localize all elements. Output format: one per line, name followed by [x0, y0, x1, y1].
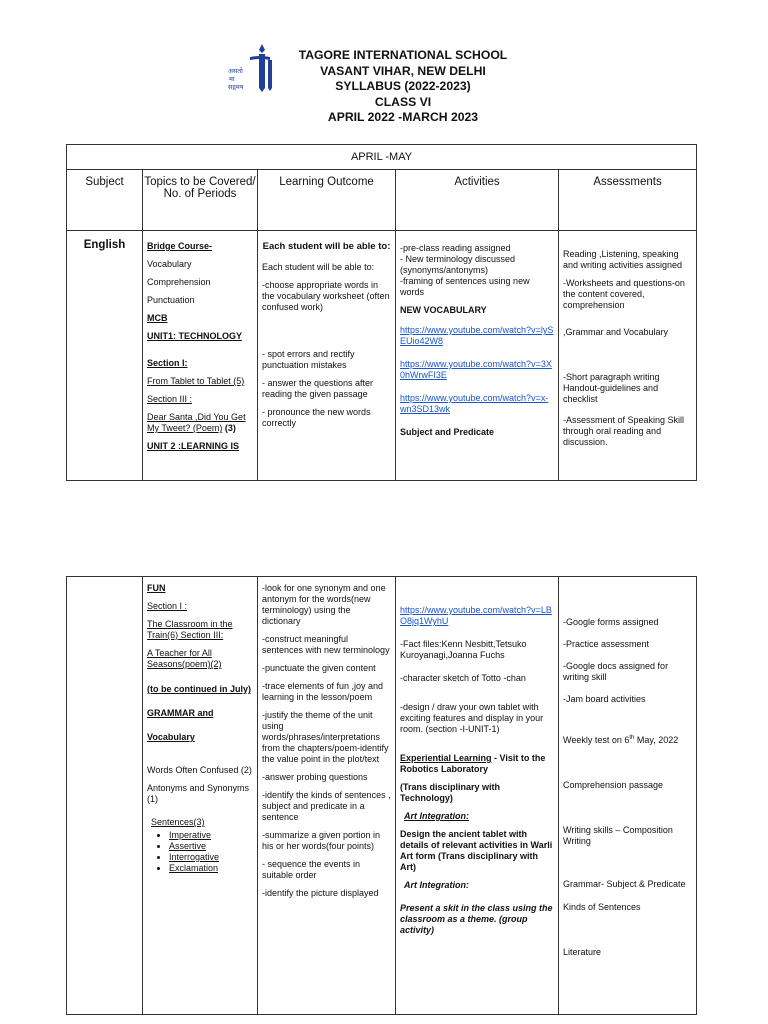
topic-section3: Section III : [147, 394, 193, 404]
assessments-cell [559, 577, 697, 1015]
topic-tablet: From Tablet to Tablet (5) [147, 376, 245, 386]
month-banner: APRIL -MAY [67, 145, 697, 170]
outcome-line: -look for one synonym and one antonym for the words(new terminology) using the dictionary [262, 583, 386, 626]
assessment-line: Comprehension passage [563, 780, 664, 790]
topic-sentences: Sentences(3) [151, 817, 205, 827]
class-name: CLASS VI [374, 94, 432, 109]
outcome-line: -construct meaningful sentences with new terminology [262, 634, 390, 655]
outcome-line: -identify the kinds of sentences , subject and predicate in a sentence [262, 790, 391, 822]
activity-line: -character sketch of Totto -chan [400, 673, 526, 683]
vocabulary-heading: NEW VOCABULARY [400, 305, 487, 315]
experiential-learning [400, 753, 554, 775]
topic-antonyms: Antonyms and Synonyms (1) [147, 783, 250, 804]
weekly-test-text: Weekly test on 6 [563, 735, 630, 745]
activity-line: -framing of sentences using new words [400, 276, 530, 297]
topic-punctuation: Punctuation [147, 295, 195, 305]
trans-disciplinary-note: (Trans disciplinary with Technology) [400, 782, 501, 803]
header-topics: Topics to be Covered/ No. of Periods [143, 170, 258, 231]
art-integration-label: Art Integration: [404, 811, 469, 821]
page-header [0, 44, 768, 134]
outcome-line: -justify the theme of the unit using words/phrases/interpretations from the chapters/poem-identify the value point in the plot/text [262, 710, 389, 764]
assessment-line: ,Grammar and Vocabulary [563, 327, 669, 337]
topic-continued-note: (to be continued in July) [147, 684, 251, 694]
outcome-line: - sequence the events in suitable order [262, 859, 361, 880]
weekly-test [563, 733, 692, 746]
topic-fun: FUN [147, 583, 166, 593]
topic-section3: Section III: [178, 630, 224, 640]
assessment-line: -Jam board activities [563, 694, 646, 704]
topic-continued [147, 677, 253, 749]
list-item: • Assertive [169, 841, 253, 852]
assessments-cell [559, 231, 697, 481]
topics-cell [143, 231, 258, 481]
activity-line: -pre-class reading assigned [400, 243, 511, 253]
activities-cell [396, 577, 559, 1015]
assessment-line: -Google docs assigned for writing skill [563, 661, 669, 682]
topic-vocabulary: Vocabulary [147, 259, 192, 269]
school-logo [226, 44, 282, 94]
academic-period: APRIL 2022 -MARCH 2023 [327, 110, 479, 125]
video-link[interactable]: https://www.youtube.com/watch?v=lySEUio42W8 [400, 325, 554, 346]
topic-unit2: UNIT 2 :LEARNING IS [147, 441, 240, 451]
assessment-line: Grammar- Subject & Predicate [563, 879, 686, 889]
topic-santa-poem [147, 412, 253, 434]
assessment-line: Literature [563, 947, 602, 957]
outcome-line: -answer probing questions [262, 772, 368, 782]
learning-outcome-cell [258, 577, 396, 1015]
topic-mcb: MCB [147, 313, 168, 323]
topic-comprehension: Comprehension [147, 277, 211, 287]
assessment-line: -Practice assessment [563, 639, 650, 649]
experiential-learning-detail: - Visit to the Robotics Laboratory [400, 753, 546, 774]
experiential-learning-label: Experiential Learning [400, 753, 492, 763]
svg-text:मा: मा [229, 75, 235, 83]
sentence-types-list [147, 830, 253, 874]
outcome-line: Each student will be able to: [262, 262, 375, 272]
topic-bridge-course: Bridge Course- [147, 241, 213, 251]
header-activities: Activities [396, 170, 559, 231]
svg-text:सद्गमय: सद्गमय [228, 83, 244, 91]
activity-line: - New terminology discussed (synonyms/antonyms) [400, 254, 516, 275]
topic-words-confused: Words Often Confused (2) [147, 765, 252, 775]
subject-cell-empty [67, 577, 143, 1015]
topic-classroom-train [147, 619, 253, 641]
list-item: • Exclamation [169, 863, 253, 874]
topic-section1: Section I: [147, 358, 188, 368]
assessment-line: -Google forms assigned [563, 617, 659, 627]
assessment-line: Reading ,Listening, speaking and writing activities assigned [563, 249, 683, 270]
topic-unit1: UNIT1: TECHNOLOGY [147, 331, 243, 341]
art-integration-label: Art Integration: [404, 880, 469, 890]
video-link[interactable]: https://www.youtube.com/watch?v=3X0hWrwFI3E [400, 359, 552, 380]
activity-line: -Fact files:Kenn Nesbitt,Tetsuko Kuroyanagi,Joanna Fuchs [400, 639, 527, 660]
weekly-test-date: May, 2022 [634, 735, 679, 745]
video-link[interactable]: https://www.youtube.com/watch?v=x-wn3SD13wk [400, 393, 549, 414]
outcome-line: -choose appropriate words in the vocabulary worksheet (often confused work) [262, 280, 390, 312]
svg-text:असतो: असतो [228, 67, 243, 75]
syllabus-year: SYLLABUS (2022-2023) [335, 79, 471, 94]
assessment-line: -Worksheets and questions-on the content covered, comprehension [563, 278, 685, 310]
header-learning-outcome: Learning Outcome [258, 170, 396, 231]
topic-santa-title: Dear Santa ,Did You Get My Tweet? (Poem) [147, 412, 246, 433]
outcome-line: - answer the questions after reading the given passage [262, 378, 374, 399]
list-item: • Imperative [169, 830, 253, 841]
subject-cell: English [67, 231, 143, 481]
outcome-line: - pronounce the new words correctly [262, 407, 371, 428]
assessment-line: Kinds of Sentences [563, 902, 641, 912]
outcome-line: -summarize a given portion in his or her words(four points) [262, 830, 381, 851]
weekly-test-superscript: th [629, 735, 635, 741]
video-link[interactable]: https://www.youtube.com/watch?v=LBO8jq1WyhU [400, 605, 552, 626]
assessment-line: Writing skills – Composition Writing [563, 825, 673, 846]
topic-classroom-title: The Classroom in the Train(6) [147, 619, 233, 640]
warli-activity: Design the ancient tablet with details of relevant activities in Warli Art form (Trans disciplinary with Art) [400, 829, 553, 872]
topic-section1: Section I : [147, 601, 188, 611]
activity-line: -design / draw your own tablet with exciting features and display in your room. (section -I-UNIT-1) [400, 702, 544, 734]
header-subject: Subject [67, 170, 143, 231]
learning-outcome-cell [258, 231, 396, 481]
syllabus-table-continued [66, 576, 697, 1015]
outcome-heading: Each student will be able to: [262, 241, 391, 252]
topics-cell [143, 577, 258, 1015]
skit-activity: Present a skit in the class using the classroom as a theme. (group activity) [400, 903, 553, 935]
list-item: • Interrogative [169, 852, 253, 863]
outcome-line: -punctuate the given content [262, 663, 376, 673]
syllabus-table-april-may [66, 144, 697, 481]
outcome-line: -trace elements of fun ,joy and learning in the lesson/poem [262, 681, 384, 702]
header-assessments: Assessments [559, 170, 697, 231]
outcome-line: - spot errors and rectify punctuation mistakes [262, 349, 355, 370]
topic-grammar: GRAMMAR and Vocabulary [147, 708, 214, 742]
outcome-line: -identify the picture displayed [262, 888, 379, 898]
topic-teacher-poem: A Teacher for All Seasons(poem)(2) [147, 648, 222, 669]
activities-cell [396, 231, 559, 481]
topic-santa-periods: (3) [222, 423, 236, 433]
subject-predicate-heading: Subject and Predicate [400, 427, 495, 437]
school-location: VASANT VIHAR, NEW DELHI [320, 63, 486, 78]
assessment-line: -Assessment of Speaking Skill through oral reading and discussion. [563, 415, 685, 447]
header-titles [286, 48, 520, 126]
assessment-line: -Short paragraph writing Handout-guidelines and checklist [563, 372, 660, 404]
school-name: TAGORE INTERNATIONAL SCHOOL [298, 48, 508, 62]
